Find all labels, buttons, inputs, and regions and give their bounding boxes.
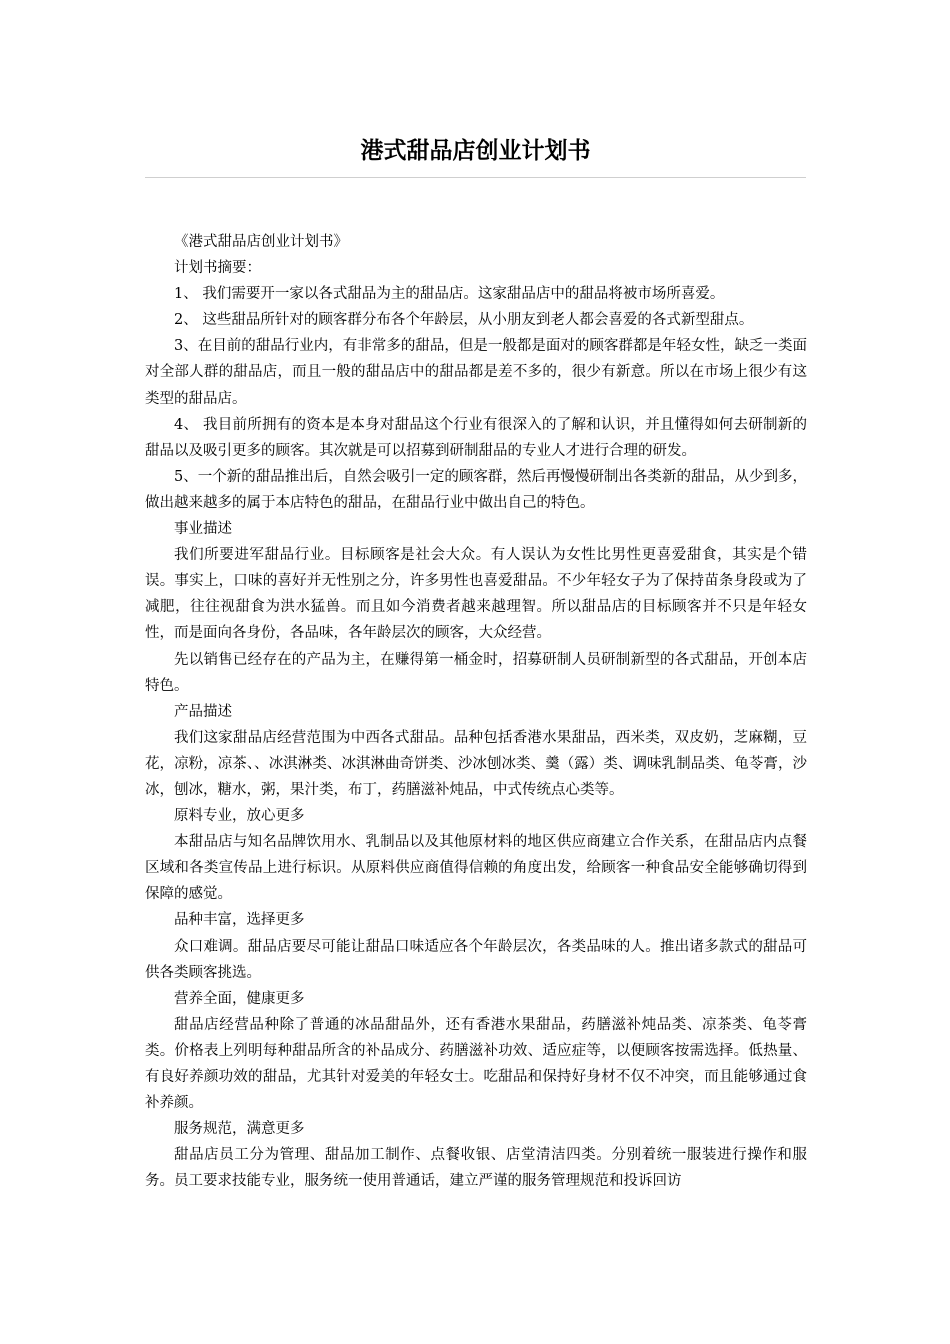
- paragraph-service: 甜品店员工分为管理、甜品加工制作、点餐收银、店堂清洁四类。分别着统一服装进行操作和服务。员工要求技能专业，服务统一使用普通话，建立严谨的服务管理规范和投诉回访: [145, 1147, 807, 1190]
- document-title: 港式甜品店创业计划书: [360, 138, 591, 164]
- paragraph-variety: 众口难调。甜品店要尽可能让甜品口味适应各个年龄层次，各类品味的人。推出诸多款式的甜品可供各类顾客挑选。: [145, 938, 807, 981]
- paragraph-summary-3: 3、在目前的甜品行业内，有非常多的甜品，但是一般都是面对的顾客群都是年轻女性，缺乏一类面对全部人群的甜品店，而且一般的甜品店中的甜品都是差不多的，很少有新意。所以在市场上很少有这类型的甜品店。: [145, 338, 807, 407]
- paragraph-summary-4: 4、 我目前所拥有的资本是本身对甜品这个行业有很深入的了解和认识，并且懂得如何去研制新的甜品以及吸引更多的顾客。其次就是可以招募到研制甜品的专业人才进行合理的研发。: [145, 416, 807, 459]
- paragraph-summary-5: 5、一个新的甜品推出后，自然会吸引一定的顾客群，然后再慢慢研制出各类新的甜品，从少到多，做出越来越多的属于本店特色的甜品，在甜品行业中做出自己的特色。: [145, 468, 807, 511]
- heading-ingredients: 原料专业，放心更多: [174, 808, 305, 825]
- title-divider: [145, 177, 806, 178]
- paragraph-business-2: 先以销售已经存在的产品为主，在赚得第一桶金时，招募研制人员研制新型的各式甜品，开创本店特色。: [145, 651, 807, 694]
- heading-variety: 品种丰富，选择更多: [174, 912, 305, 929]
- heading-service: 服务规范，满意更多: [174, 1121, 305, 1138]
- heading-nutrition: 营养全面，健康更多: [174, 990, 305, 1007]
- heading-business-description: 事业描述: [174, 521, 232, 538]
- paragraph-book-title: 《港式甜品店创业计划书》: [174, 234, 348, 250]
- paragraph-ingredients: 本甜品店与知名品牌饮用水、乳制品以及其他原材料的地区供应商建立合作关系，在甜品店内点餐区域和各类宣传品上进行标识。从原料供应商值得信赖的角度出发，给顾客一种食品安全能够确切得到保障的感觉。: [145, 834, 807, 903]
- heading-summary: 计划书摘要：: [174, 260, 261, 277]
- paragraph-nutrition: 甜品店经营品种除了普通的冰品甜品外，还有香港水果甜品，药膳滋补炖品类、凉茶类、龟苓膏类。价格表上列明每种甜品所含的补品成分、药膳滋补功效、适应症等，以便顾客按需选择。低热量、有良好养颜功效的甜品，尤其针对爱美的年轻女士。吃甜品和保持好身材不仅不冲突，而且能够通过食补养颜。: [145, 1016, 807, 1112]
- document-body: [145, 229, 807, 1194]
- paragraph-product: 我们这家甜品店经营范围为中西各式甜品。品种包括香港水果甜品，西米类，双皮奶，芝麻糊，豆花，凉粉，凉茶、、冰淇淋类、冰淇淋曲奇饼类、沙冰刨冰类、羹（露）类、调味乳制品类、龟苓膏，沙冰，刨冰，糖水，粥，果汁类，布丁，药膳滋补炖品，中式传统点心类等。: [145, 729, 807, 798]
- heading-product-description: 产品描述: [174, 703, 232, 720]
- paragraph-business-1: 我们所要进军甜品行业。目标顾客是社会大众。有人误认为女性比男性更喜爱甜食，其实是个错误。事实上，口味的喜好并无性别之分，许多男性也喜爱甜品。不少年轻女子为了保持苗条身段或为了减肥，往往视甜食为洪水猛兽。而且如今消费者越来越理智。所以甜品店的目标顾客并不只是年轻女性，而是面向各身份，各品味，各年龄层次的顾客，大众经营。: [145, 547, 807, 642]
- paragraph-summary-1: 1、 我们需要开一家以各式甜品为主的甜品店。这家甜品店中的甜品将被市场所喜爱。: [174, 286, 725, 303]
- paragraph-summary-2: 2、 这些甜品所针对的顾客群分布各个年龄层，从小朋友到老人都会喜爱的各式新型甜点。: [174, 312, 754, 329]
